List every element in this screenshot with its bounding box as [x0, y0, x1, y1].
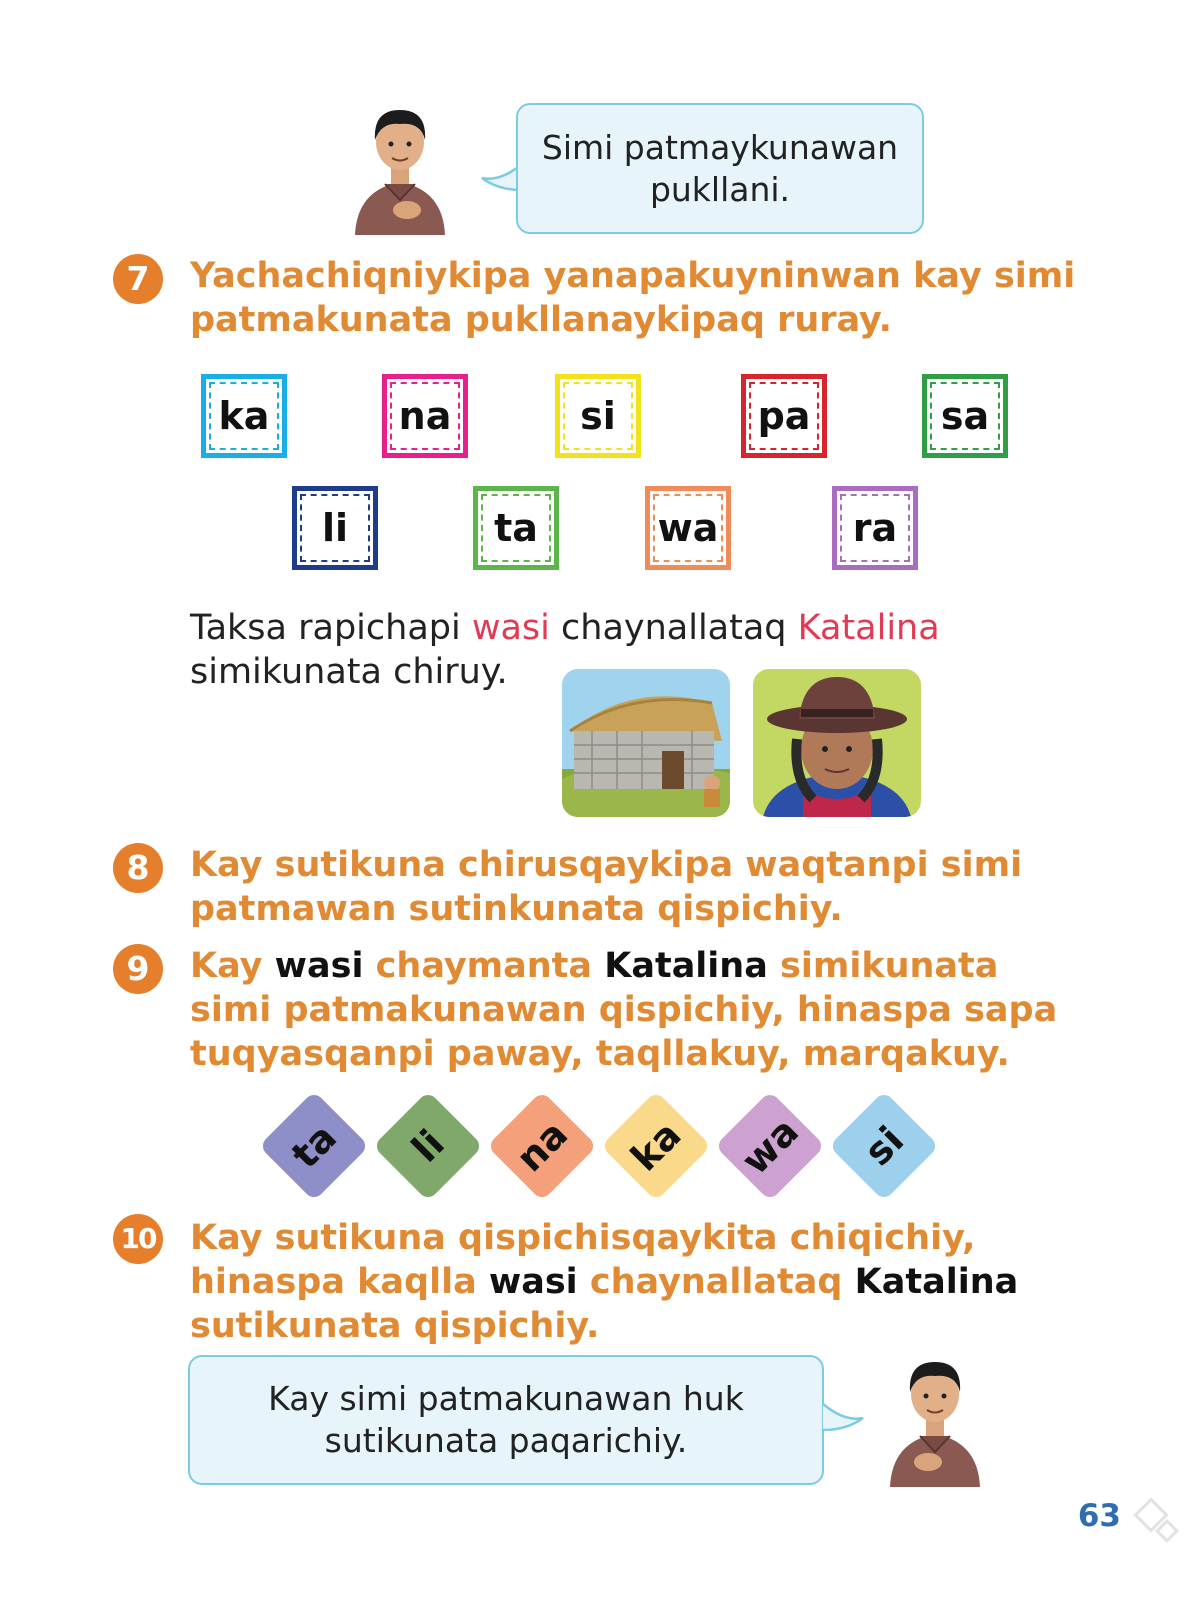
syllable-card-label: sa: [930, 382, 1000, 450]
syllable-diamond-na: [487, 1091, 597, 1201]
task-9-word-wasi: wasi: [274, 946, 364, 986]
instruction-part1: Taksa rapichapi: [190, 608, 472, 648]
syllable-diamond-label: ka: [622, 1112, 690, 1180]
syllable-card-si: [555, 374, 641, 458]
syllable-card-sa: [922, 374, 1008, 458]
task-8-text: [190, 843, 1090, 931]
katalina-image: [753, 669, 921, 817]
task-9-line3: tuqyasqanpi paway, taqllakuy, marqakuy.: [190, 1034, 1010, 1074]
syllable-diamond-label: na: [507, 1111, 577, 1181]
word-wasi: wasi: [471, 608, 550, 648]
syllable-diamond-label: wa: [732, 1108, 808, 1184]
syllable-card-label: ta: [481, 494, 551, 562]
syllable-card-label: wa: [653, 494, 723, 562]
syllable-diamond-label: ta: [282, 1114, 346, 1178]
task-9-word-katalina: Katalina: [604, 946, 768, 986]
task-9-t1: Kay: [190, 946, 275, 986]
syllable-card-label: si: [563, 382, 633, 450]
syllable-card-ka: [201, 374, 287, 458]
task-number-9: 9: [113, 944, 163, 994]
syllable-diamond-li: [373, 1091, 483, 1201]
task-10-line1: Kay sutikuna qispichisqaykita chiqichiy,: [190, 1218, 976, 1258]
task-number-7: 7: [113, 254, 163, 304]
task-7-line2: patmakunata pukllanaykipaq ruray.: [190, 300, 892, 340]
speech-bottom-line2: sutikunata paqarichiy.: [324, 1421, 688, 1460]
speech-top-line2: pukllani.: [649, 169, 791, 209]
syllable-card-label: pa: [749, 382, 819, 450]
speech-bottom-line1: Kay simi patmakunawan huk: [268, 1379, 744, 1418]
syllable-card-label: ka: [209, 382, 279, 450]
task-number-10: 10: [113, 1214, 163, 1264]
task-9-line2: simi patmakunawan qispichiy, hinaspa sapa: [190, 990, 1058, 1030]
task-10-line3: sutikunata qispichiy.: [190, 1306, 600, 1346]
syllable-card-wa: [645, 486, 731, 570]
syllable-card-label: li: [300, 494, 370, 562]
boy-illustration-bottom: [880, 1352, 990, 1487]
syllable-card-label: ra: [840, 494, 910, 562]
task-10-word-wasi: wasi: [488, 1262, 578, 1302]
boy-illustration-top: [345, 100, 455, 235]
syllable-card-ta: [473, 486, 559, 570]
task-9-text: [190, 944, 1090, 1076]
task-10-t1: hinaspa kaqlla: [190, 1262, 489, 1302]
syllable-card-na: [382, 374, 468, 458]
syllable-card-ra: [832, 486, 918, 570]
syllable-diamond-si: [829, 1091, 939, 1201]
task-8-line1: Kay sutikuna chirusqaykipa waqtanpi simi: [190, 845, 1023, 885]
task-9-t3: simikunata: [767, 946, 999, 986]
syllable-diamond-wa: [715, 1091, 825, 1201]
syllable-diamond-label: si: [855, 1117, 913, 1175]
task-8-line2: patmawan sutinkunata qispichiy.: [190, 889, 843, 929]
syllable-card-pa: [741, 374, 827, 458]
task-10-t2: chaynallataq: [577, 1262, 855, 1302]
syllable-diamond-ta: [259, 1091, 369, 1201]
speech-bubble-bottom: [188, 1355, 824, 1485]
instruction-line2: simikunata chiruy.: [190, 652, 508, 692]
speech-top-line1: Simi patmaykunawan: [541, 127, 899, 167]
syllable-card-label: na: [390, 382, 460, 450]
syllable-diamond-ka: [601, 1091, 711, 1201]
task-9-t2: chaymanta: [363, 946, 605, 986]
instruction-part2: chaynallataq: [549, 608, 798, 648]
task-7-text: [190, 254, 1090, 342]
task-10-word-katalina: Katalina: [854, 1262, 1019, 1302]
page-number: 63: [1077, 1498, 1121, 1534]
task-number-8: 8: [113, 843, 163, 893]
task-10-text: [190, 1216, 1090, 1348]
word-katalina: Katalina: [797, 608, 940, 648]
task-7-line1: Yachachiqniykipa yanapakuyninwan kay simi: [190, 256, 1076, 296]
speech-bubble-top: [516, 103, 924, 234]
speech-bubble-tail-bottom: [820, 1400, 865, 1440]
syllable-diamond-label: li: [403, 1121, 453, 1171]
corner-decoration-icon: [1126, 1490, 1186, 1550]
house-image: [562, 669, 730, 817]
syllable-card-li: [292, 486, 378, 570]
